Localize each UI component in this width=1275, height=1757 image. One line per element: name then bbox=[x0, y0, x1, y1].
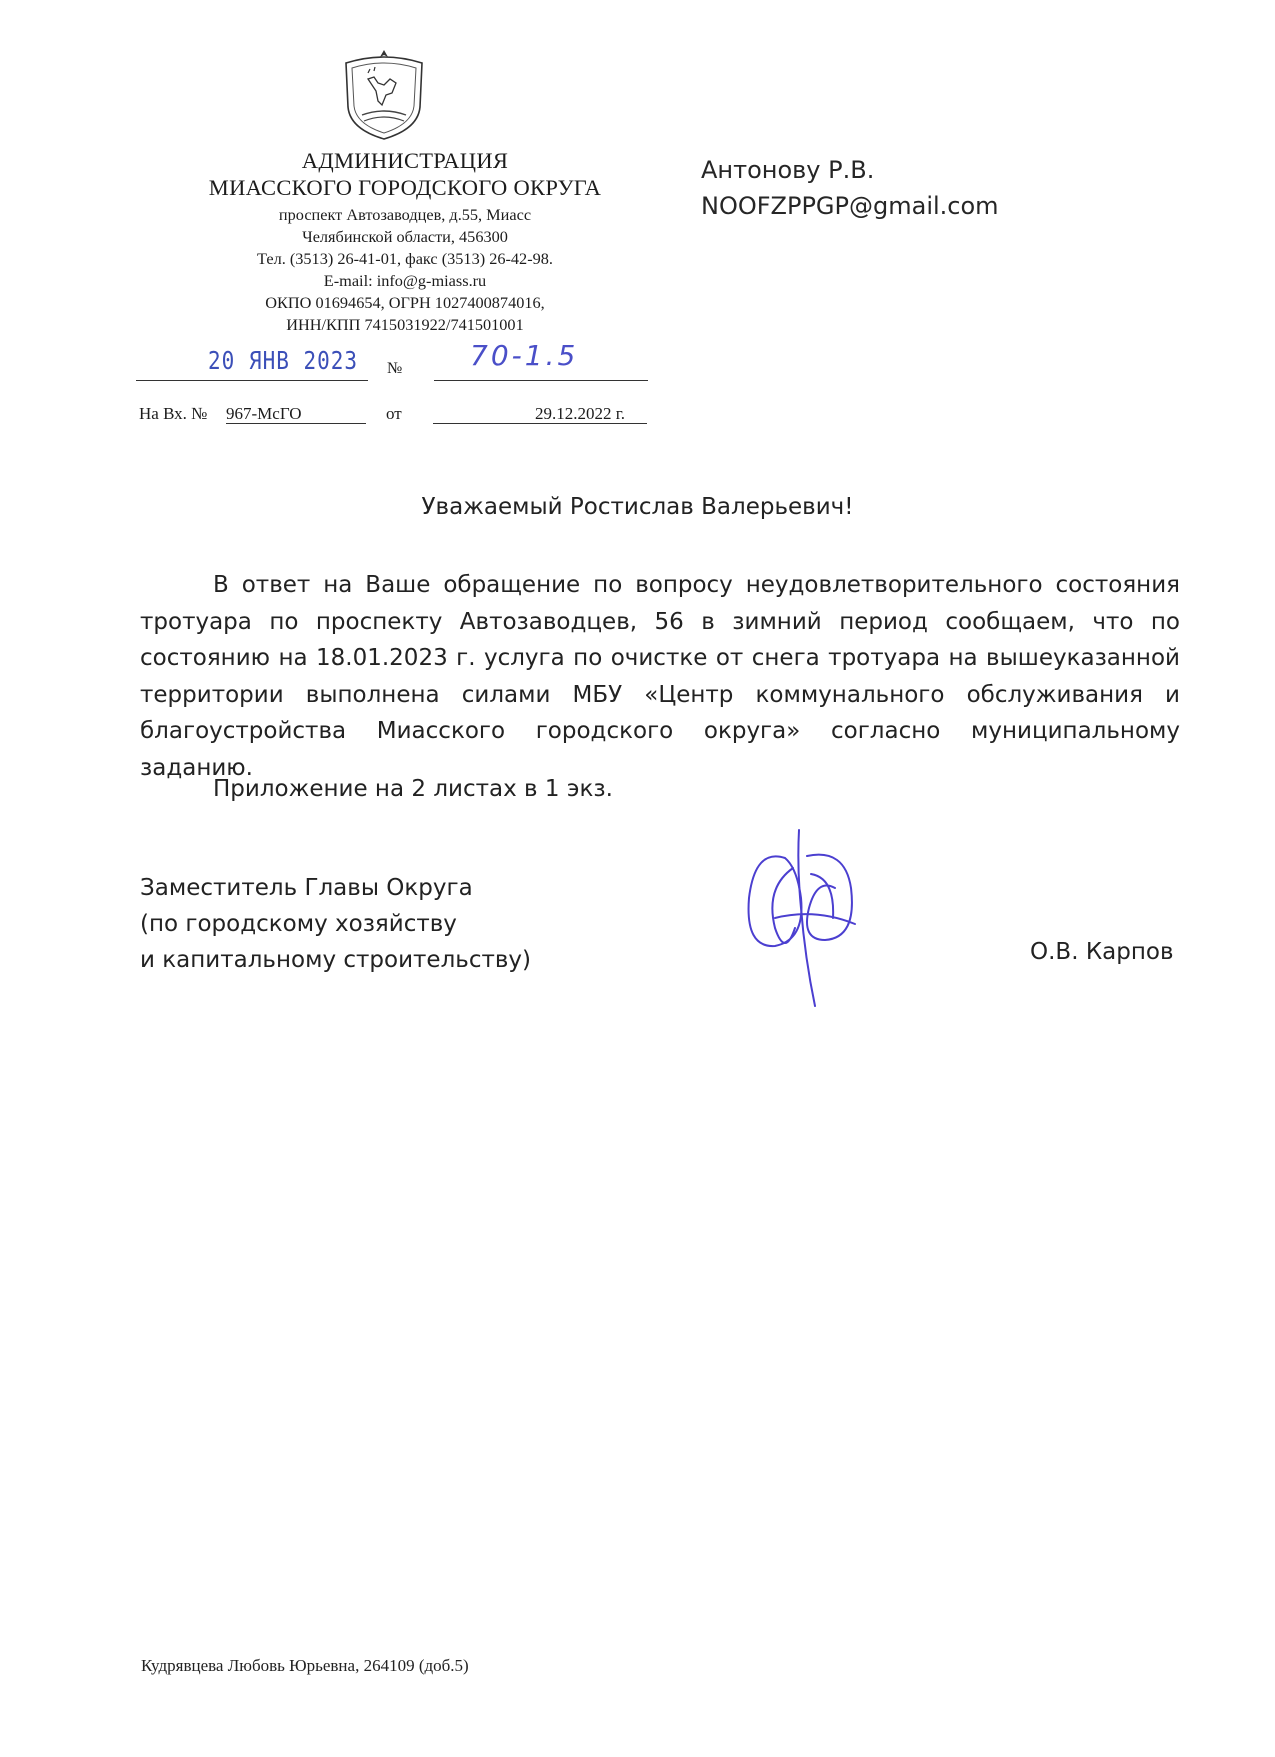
city-coat-of-arms-icon bbox=[338, 49, 430, 141]
executor-contact: Кудрявцева Любовь Юрьевна, 264109 (доб.5) bbox=[141, 1656, 469, 1675]
reference-prefix: На Вх. № bbox=[139, 404, 208, 423]
signer-position-line: Заместитель Главы Округа bbox=[140, 875, 473, 901]
recipient-name: Антонову Р.В. bbox=[701, 156, 875, 184]
email-line: E-mail: info@g-miass.ru bbox=[323, 271, 487, 290]
reference-from-label: от bbox=[386, 404, 402, 423]
organization-name-line1: АДМИНИСТРАЦИЯ bbox=[301, 148, 509, 173]
inn-kpp-line: ИНН/КПП 7415031922/741501001 bbox=[286, 315, 524, 334]
region-line: Челябинской области, 456300 bbox=[302, 227, 508, 246]
reference-date: 29.12.2022 г. bbox=[535, 404, 626, 423]
reference-date-underline bbox=[433, 423, 647, 424]
handwritten-signature-icon bbox=[735, 828, 865, 1008]
letter-body-paragraph: В ответ на Ваше обращение по вопросу неудовлетворительного состояния тротуара по проспекту Автозаводцев, 56 в зимний период сообщаем, что по состоянию на 18.01.2023 г. услуга по очистке от снега тротуара на вышеуказанной территории выполнена силами МБУ «Центр коммунального обслуживания и благоустройства Миасского городского округа» согласно муниципальному заданию. bbox=[140, 572, 1180, 781]
registration-date-stamp: 20 ЯНВ 2023 bbox=[208, 346, 359, 375]
signer-position-line: (по городскому хозяйству bbox=[140, 911, 457, 937]
okpo-ogrn-line: ОКПО 01694654, ОГРН 1027400874016, bbox=[265, 293, 545, 312]
address-line: проспект Автозаводцев, д.55, Миасс bbox=[278, 205, 532, 224]
date-underline bbox=[136, 380, 368, 381]
organization-address bbox=[130, 204, 680, 336]
reference-number: 967-МсГО bbox=[226, 404, 302, 423]
number-underline bbox=[434, 380, 648, 381]
signer-name: О.В. Карпов bbox=[1030, 939, 1174, 965]
recipient-block bbox=[701, 152, 999, 224]
phone-fax-line: Тел. (3513) 26-41-01, факс (3513) 26-42-98. bbox=[257, 249, 553, 268]
greeting: Уважаемый Ростислав Валерьевич! bbox=[421, 494, 854, 520]
signer-position-line: и капитальному строительству) bbox=[140, 947, 532, 973]
organization-name-line2: МИАССКОГО ГОРОДСКОГО ОКРУГА bbox=[208, 175, 602, 200]
number-sign: № bbox=[387, 360, 403, 377]
handwritten-outgoing-number: 70-1.5 bbox=[470, 339, 579, 372]
reference-number-underline bbox=[226, 423, 366, 424]
recipient-email: NOOFZPPGP@gmail.com bbox=[701, 192, 999, 220]
signer-position bbox=[140, 870, 531, 978]
attachment-note: Приложение на 2 листах в 1 экз. bbox=[213, 776, 613, 802]
